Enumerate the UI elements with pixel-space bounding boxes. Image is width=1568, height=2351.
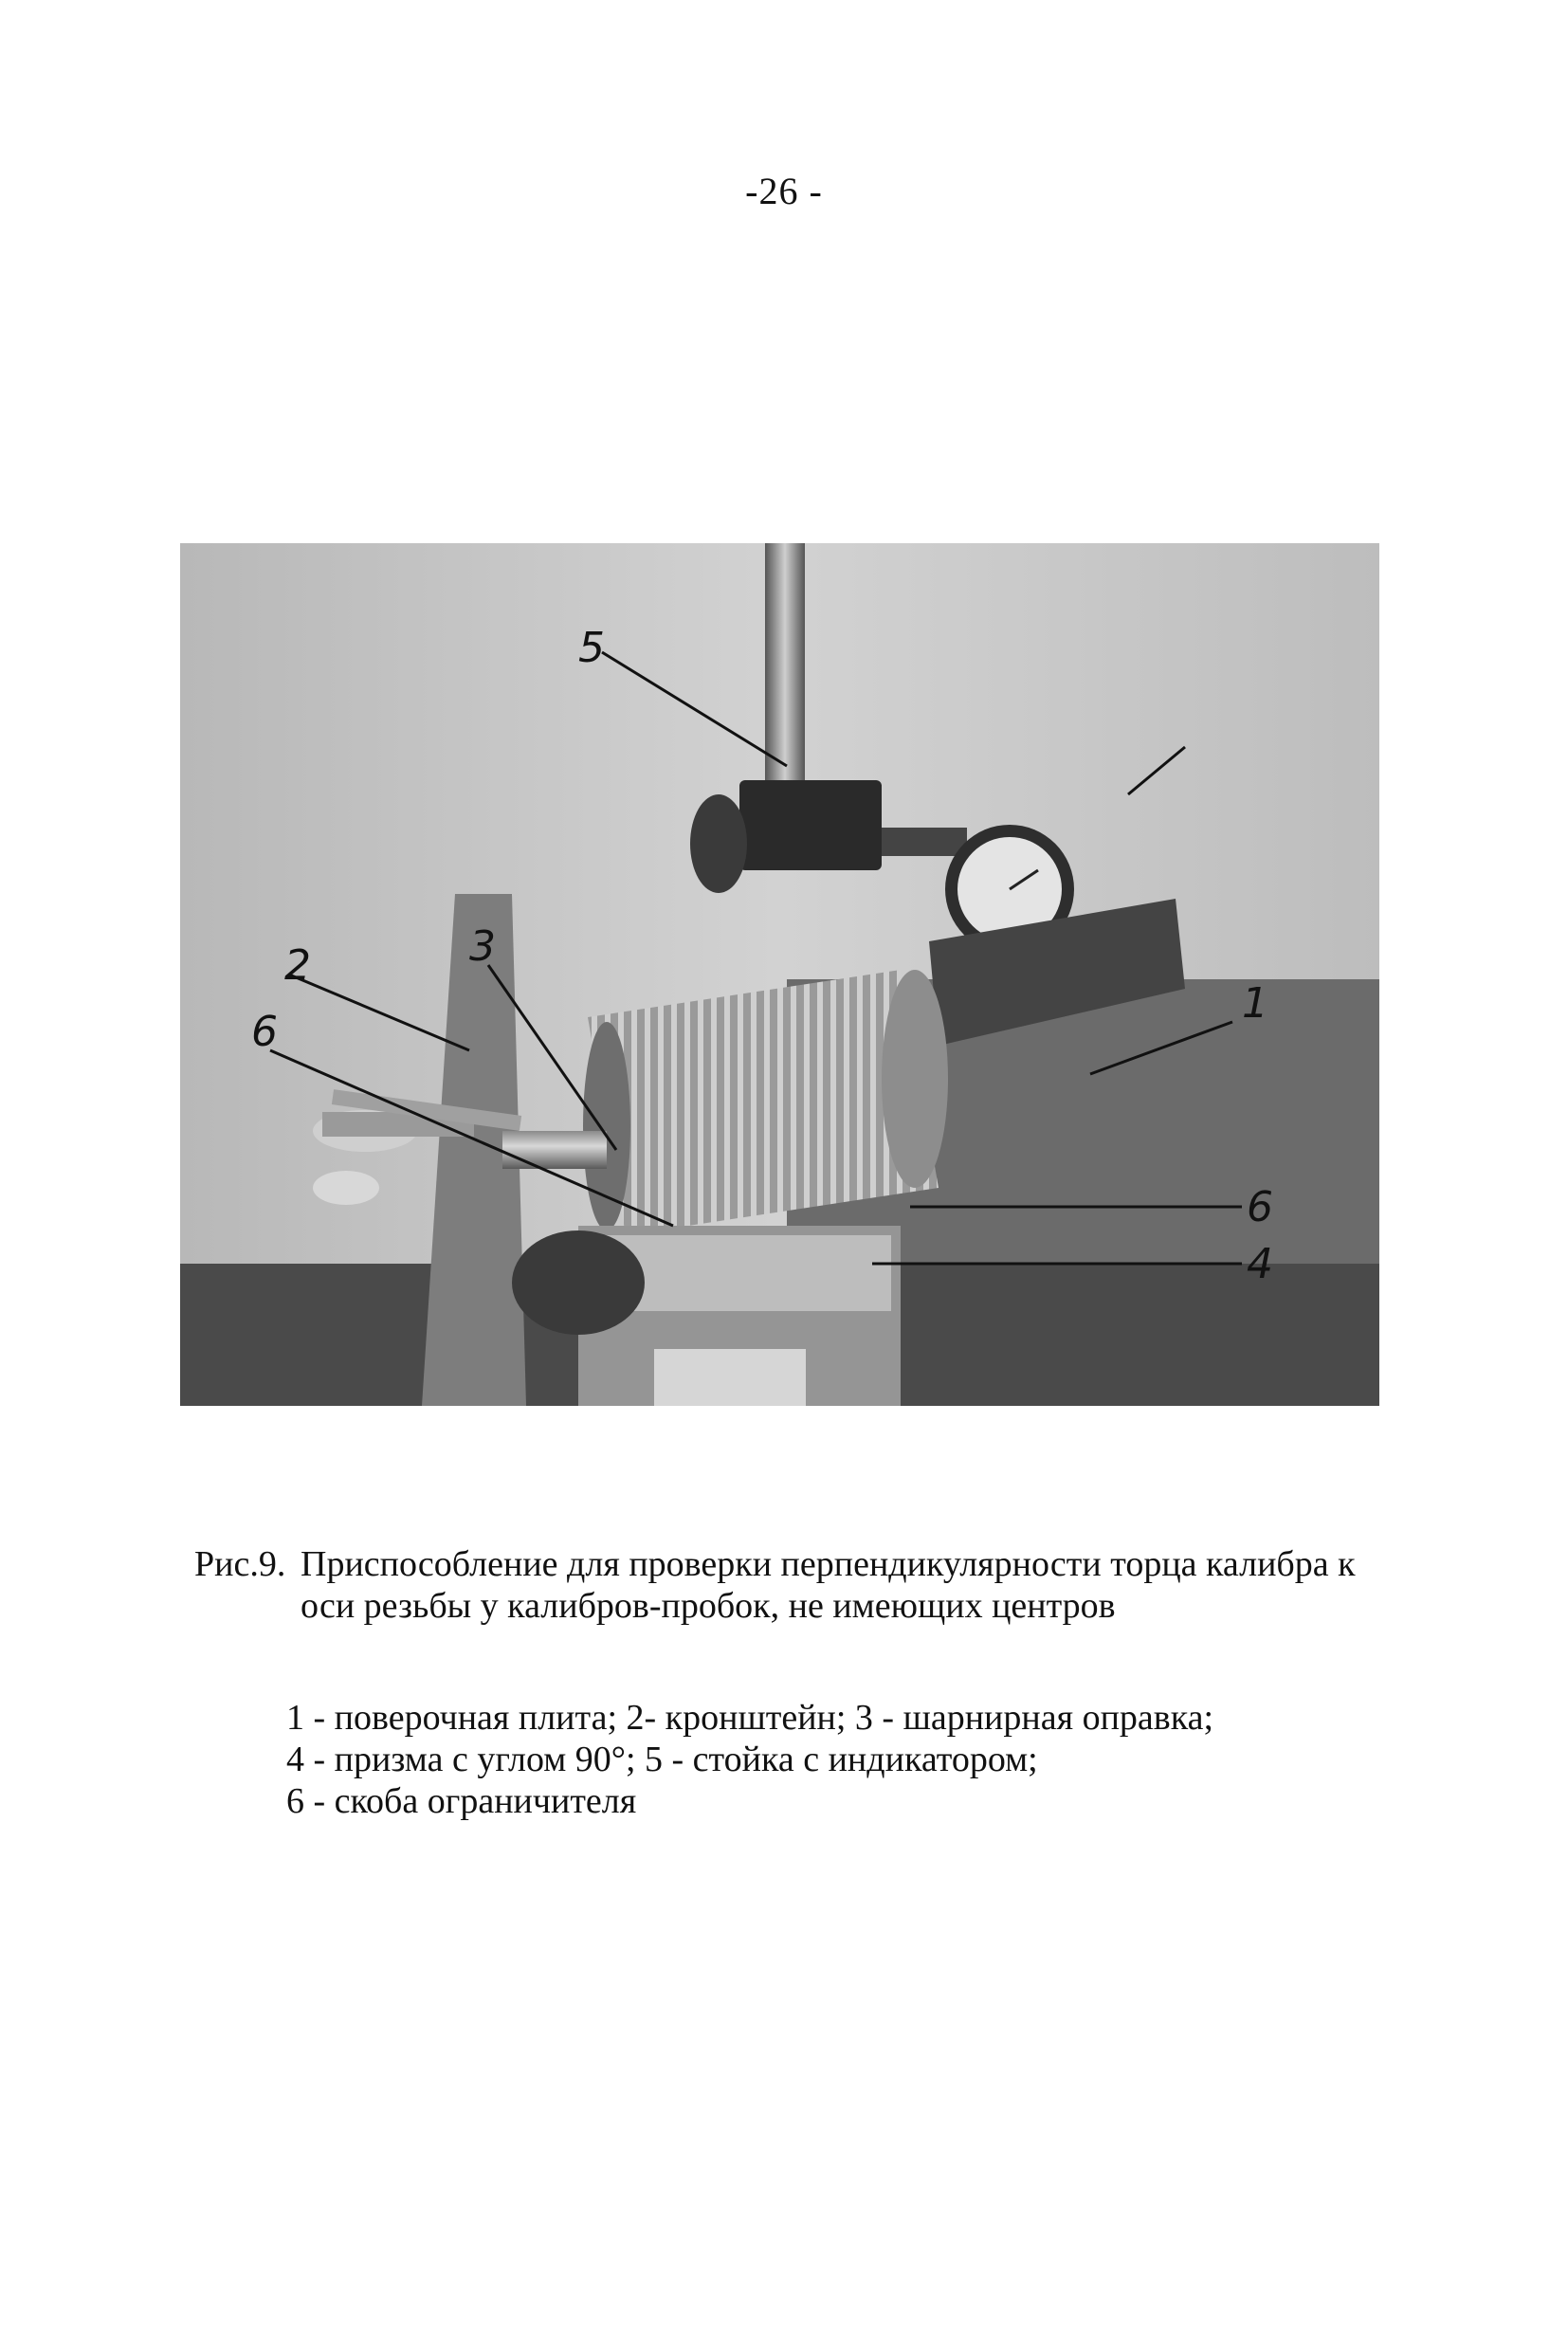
figure-photo <box>180 543 1379 1406</box>
caption-title: Приспособление для проверки перпендикулярности торца калибра к оси резьбы у калибров-пробок, не имеющих центров <box>301 1544 1356 1626</box>
figure-legend <box>286 1697 1386 1822</box>
callout-6-right: 6 <box>1247 1183 1273 1231</box>
callout-2: 2 <box>284 941 311 990</box>
fixture-illustration <box>180 543 1379 1406</box>
page-number: -26 - <box>745 170 823 212</box>
legend-line: 6 - скоба ограничителя <box>286 1781 637 1821</box>
callout-4: 4 <box>1247 1240 1273 1288</box>
callout-6-left: 6 <box>251 1008 278 1056</box>
callout-1: 1 <box>1242 979 1268 1028</box>
callout-5: 5 <box>578 624 605 672</box>
caption-label: Рис.9. <box>194 1544 286 1584</box>
legend-line: 4 - призма с углом 90°; 5 - стойка с индикатором; <box>286 1740 1038 1779</box>
legend-line: 1 - поверочная плита; 2- кронштейн; 3 - шарнирная оправка; <box>286 1698 1214 1738</box>
callout-3: 3 <box>469 922 496 971</box>
